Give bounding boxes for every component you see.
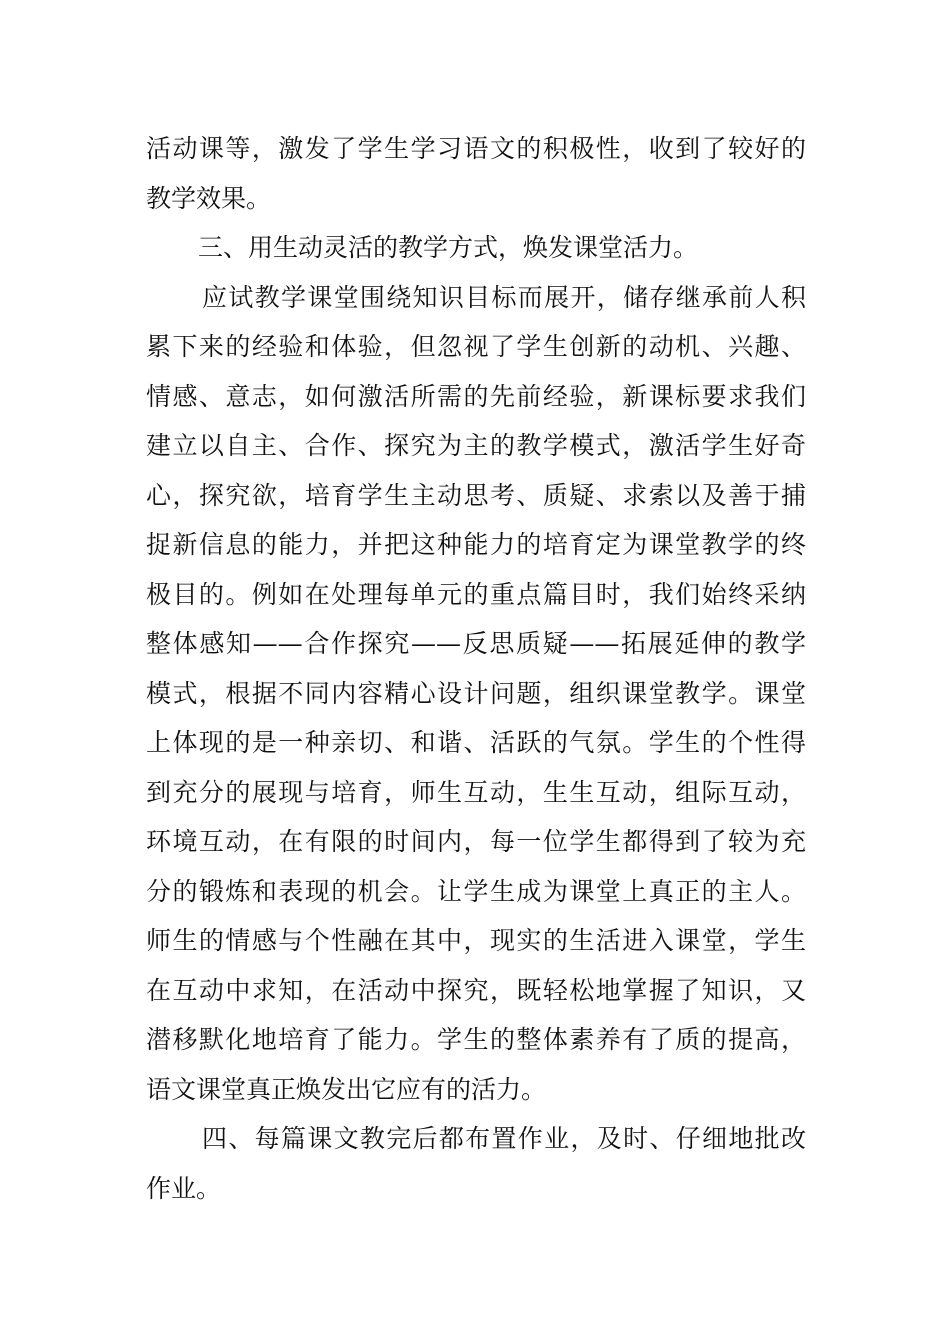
text-line: 累下来的经验和体验，但忽视了学生创新的动机、兴趣、	[146, 332, 806, 361]
text-line: 环境互动，在有限的时间内，每一位学生都得到了较为充	[146, 827, 806, 856]
text-line: 上体现的是一种亲切、和谐、活跃的气氛。学生的个性得	[146, 728, 806, 757]
section-heading-text: 三、用生动灵活的教学方式，焕发课堂活力。	[198, 233, 699, 262]
text-line: 心，探究欲，培育学生主动思考、质疑、求索以及善于捕	[146, 480, 806, 510]
text-line: 师生的情感与个性融在其中，现实的生活进入课堂，学生	[146, 926, 806, 955]
text-line: 捉新信息的能力，并把这种能力的培育定为课堂教学的终	[146, 530, 806, 559]
text-line: 语文课堂真正焕发出它应有的活力。	[146, 1074, 547, 1104]
text-line: 在互动中求知，在活动中探究，既轻松地掌握了知识，又	[146, 975, 806, 1005]
text-line: 教学效果。	[146, 183, 272, 213]
section-heading-3	[146, 223, 806, 273]
section-heading-4	[146, 1114, 806, 1213]
text-line: 分的锻炼和表现的机会。让学生成为课堂上真正的主人。	[146, 876, 806, 906]
section-heading-text: 四、每篇课文教完后都布置作业，及时、仔细地批改	[202, 1124, 806, 1153]
text-line: 情感、意志，如何激活所需的先前经验，新课标要求我们	[146, 381, 806, 411]
paragraph-3	[146, 273, 806, 1115]
text-line: 潜移默化地培育了能力。学生的整体素养有了质的提高，	[146, 1025, 806, 1054]
text-line: 应试教学课堂围绕知识目标而展开，储存继承前人积	[202, 282, 806, 312]
text-line: 作业。	[146, 1173, 222, 1203]
paragraph-1	[146, 124, 806, 223]
text-line: 极目的。例如在处理每单元的重点篇目时，我们始终采纳	[146, 579, 806, 609]
text-line: 活动课等，激发了学生学习语文的积极性，收到了较好的	[146, 134, 806, 163]
text-line: 建立以自主、合作、探究为主的教学模式，激活学生好奇	[146, 431, 806, 460]
document-body	[146, 124, 806, 1213]
text-line: 到充分的展现与培育，师生互动，生生互动，组际互动，	[146, 777, 806, 807]
text-line: 模式，根据不同内容精心设计问题，组织课堂教学。课堂	[146, 678, 806, 708]
text-line: 整体感知——合作探究——反思质疑——拓展延伸的教学	[146, 629, 806, 658]
